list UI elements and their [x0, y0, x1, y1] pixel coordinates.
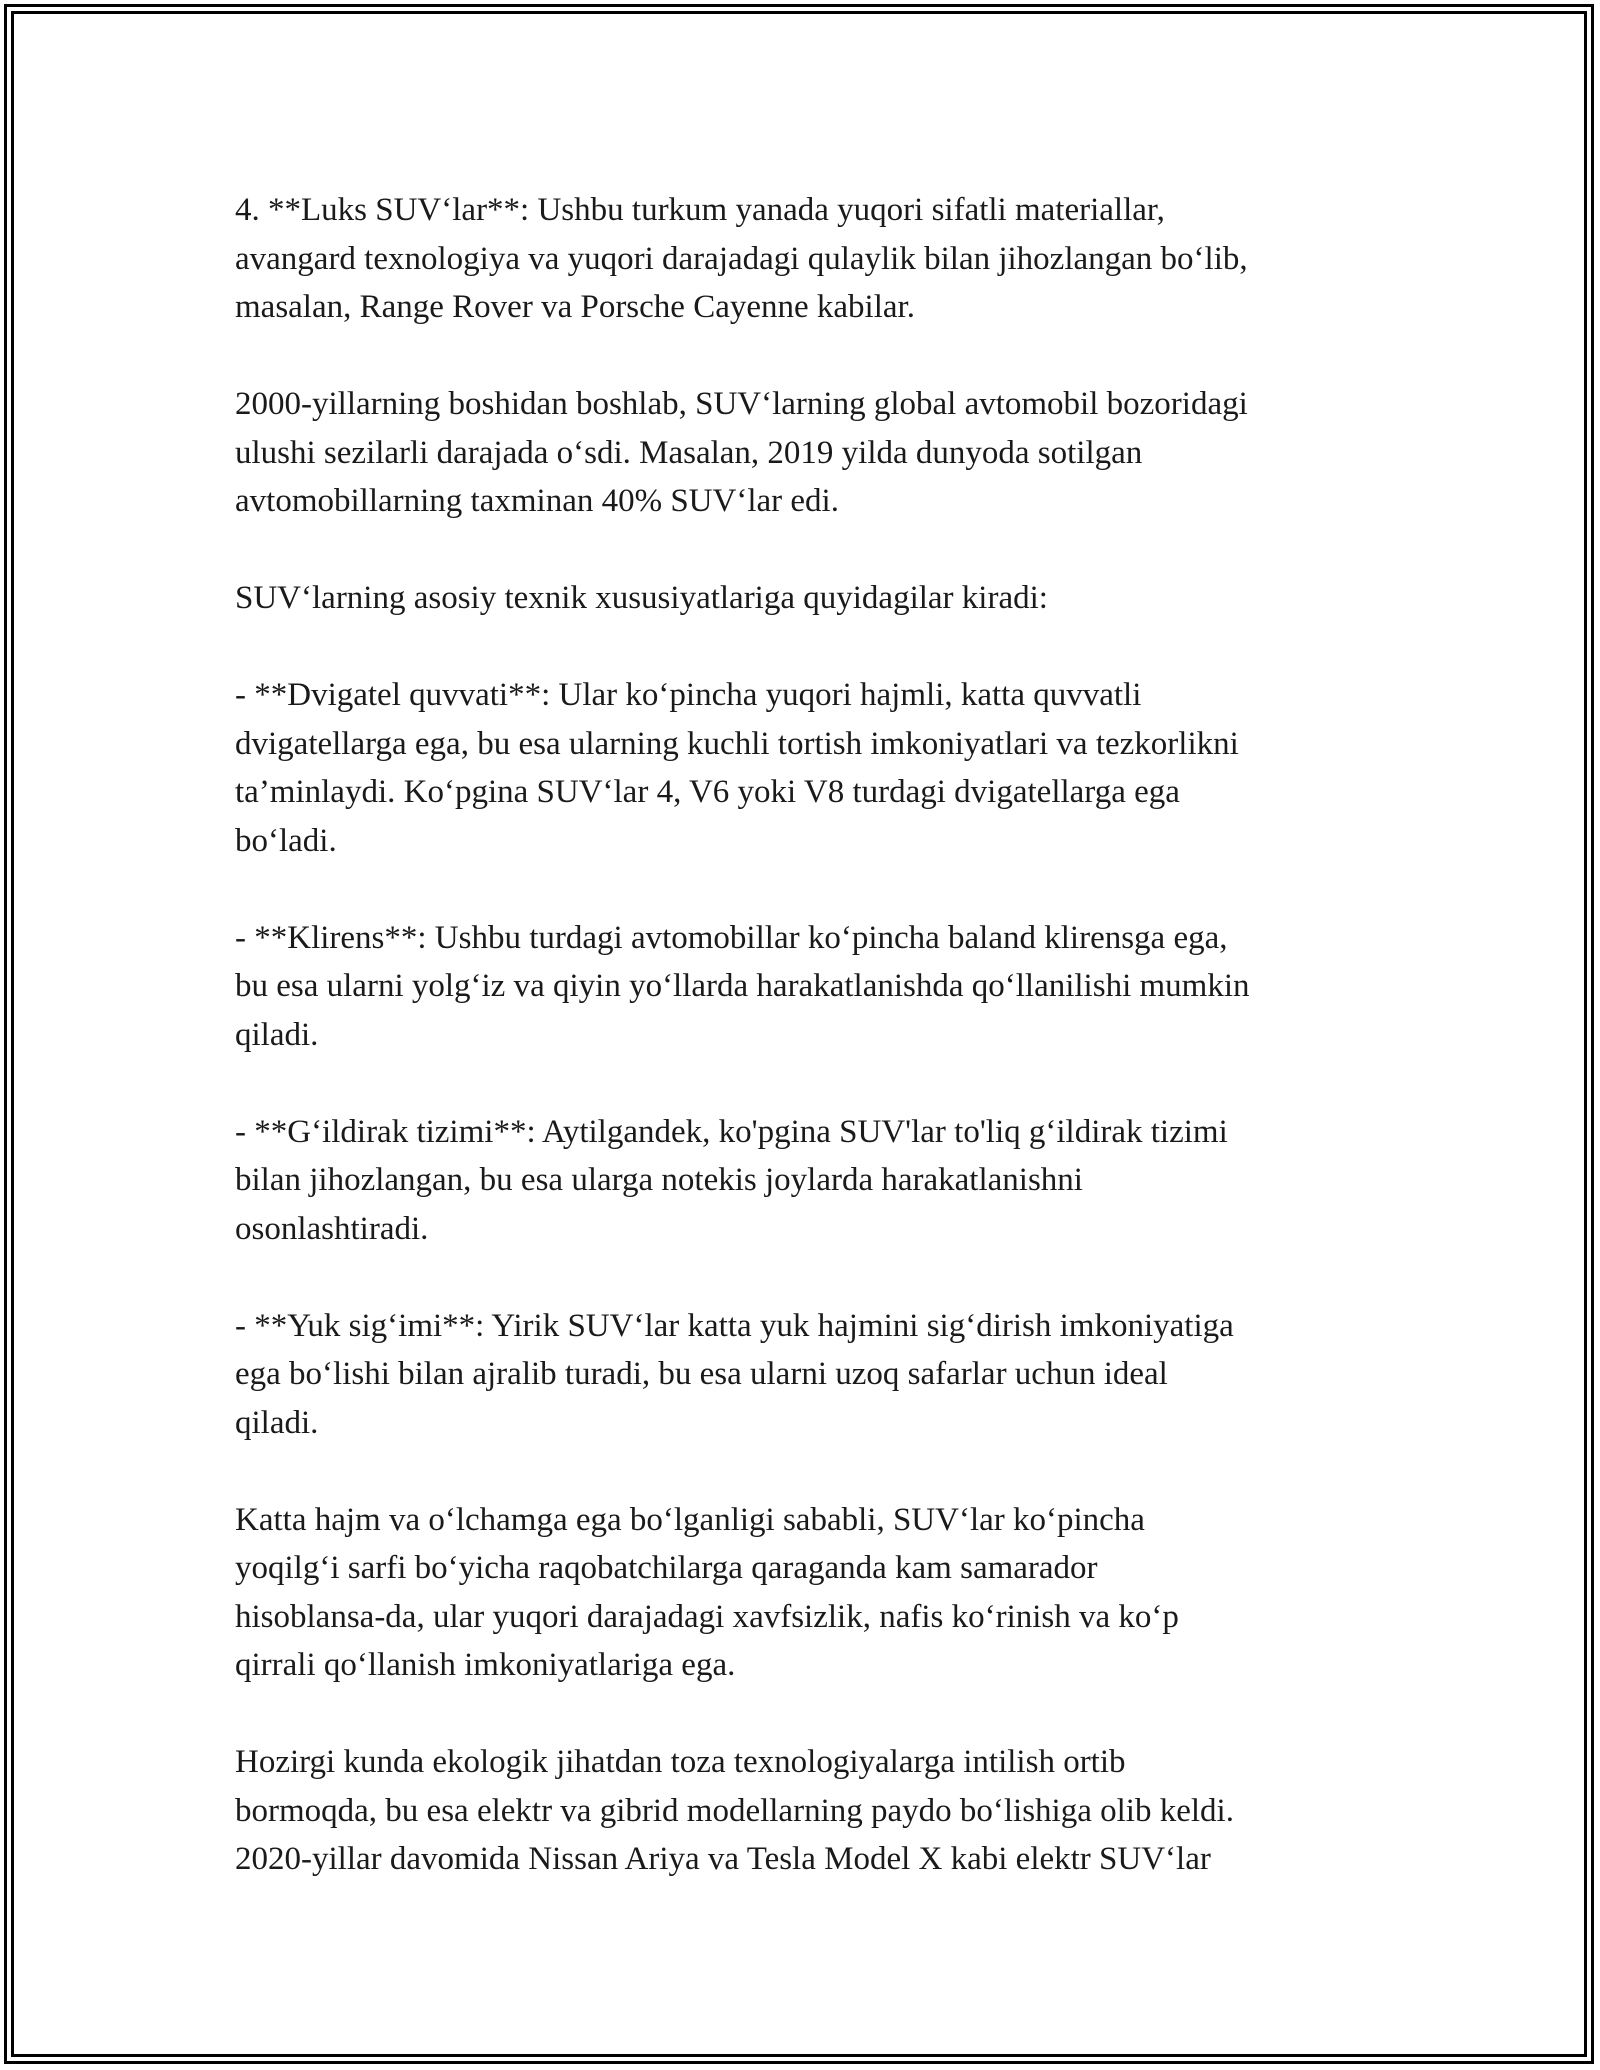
- paragraph-features-intro: SUV‘larning asosiy texnik xususiyatlariga quyidagilar kiradi:: [235, 580, 1048, 616]
- paragraph-luxury-suv: 4. **Luks SUV‘lar**: Ushbu turkum yanada yuqori sifatli materiallar, avangard texnologiya va yuqori darajadagi qulaylik bilan jihozlangan bo‘lib, masalan, Range Rover va Porsche Cayenne kabilar.: [235, 192, 1248, 325]
- document-body: [235, 186, 1375, 1884]
- list-item-ground-clearance: - **Klirens**: Ushbu turdagi avtomobillar ko‘pincha baland klirensga ega, bu esa ularni yolg‘iz va qiyin yo‘llarda harakatlanishda qo‘llanilishi mumkin qiladi.: [235, 919, 1250, 1053]
- list-item-wheel-drive: - **G‘ildirak tizimi**: Aytilgandek, ko'pgina SUV'lar to'liq g‘ildirak tizimi bilan jihozlangan, bu esa ularga notekis joylarda harakatlanishni osonlashtiradi.: [235, 1113, 1228, 1247]
- paragraph-fuel-efficiency: Katta hajm va o‘lchamga ega bo‘lganligi sababli, SUV‘lar ko‘pincha yoqilg‘i sarfi bo‘yicha raqobatchilarga qaraganda kam samarador hisoblansa-da, ular yuqori darajadagi xavfsizlik, nafis ko‘rinish va ko‘p qirrali qo‘llanish imkoniyatlariga ega.: [235, 1501, 1179, 1683]
- paragraph-electric-trend: Hozirgi kunda ekologik jihatdan toza texnologiyalarga intilish ortib bormoqda, bu esa elektr va gibrid modellarning paydo bo‘lishiga olib keldi. 2020-yillar davomida Nissan Ariya va Tesla Model X kabi elektr SUV‘lar: [235, 1744, 1234, 1877]
- list-item-engine-power: - **Dvigatel quvvati**: Ular ko‘pincha yuqori hajmli, katta quvvatli dvigatellarga ega, bu esa ularning kuchli tortish imkoniyatlari va tezkorlikni ta’minlaydi. Ko‘pgina SUV‘lar 4, V6 yoki V8 turdagi dvigatellarga ega bo‘ladi.: [235, 677, 1239, 859]
- paragraph-market-share: 2000-yillarning boshidan boshlab, SUV‘larning global avtomobil bozoridagi ulushi sezilarli darajada o‘sdi. Masalan, 2019 yilda dunyoda sotilgan avtomobillarning taxminan 40% SUV‘lar edi.: [235, 386, 1248, 519]
- list-item-cargo-capacity: - **Yuk sig‘imi**: Yirik SUV‘lar katta yuk hajmini sig‘dirish imkoniyatiga ega bo‘lishi bilan ajralib turadi, bu esa ularni uzoq safarlar uchun ideal qiladi.: [235, 1307, 1234, 1441]
